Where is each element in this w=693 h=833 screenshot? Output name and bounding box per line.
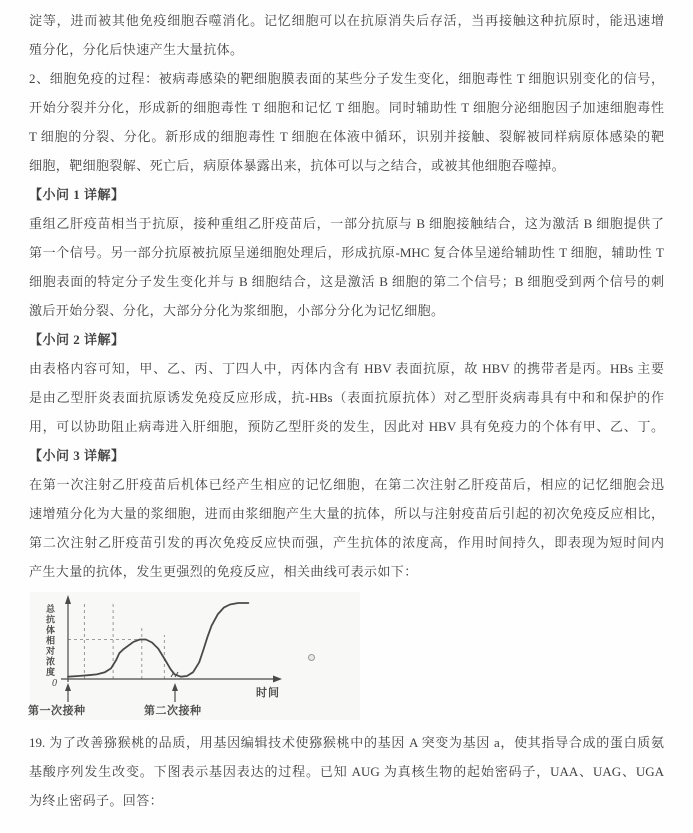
question-19-line: 为终止密码子。回答： [29,793,164,808]
text-line: 第一个信号。另一部分抗原被抗原呈递细胞处理后，形成抗原-MHC 复合体呈递给辅助性 T 细胞，辅助性 T [29,245,664,260]
text-line: 是由乙型肝炎表面抗原诱发免疫反应形成，抗-HBs（表面抗原抗体）对乙型肝炎病毒具有中和和保护的作 [29,390,664,405]
text-line: 开始分裂并分化，形成新的细胞毒性 T 细胞和记忆 T 细胞。同时辅助性 T 细胞分泌细胞因子加速细胞毒性 [29,100,664,115]
y-axis-arrow-icon [65,595,71,604]
figure-y-axis-label: 总抗体相对浓度 [45,604,55,678]
figure-x-axis-label: 时间 [256,687,280,699]
text-line: 由表格内容可知，甲、乙、丙、丁四人中，丙体内含有 HBV 表面抗原，故 HBV 的携带者是丙。HBs 主要 [29,361,664,376]
text-line: 激后开始分裂、分化，大部分分化为浆细胞，小部分分化为记忆细胞。 [29,303,445,318]
text-line: 淀等，进而被其他免疫细胞吞噬消化。记忆细胞可以在抗原消失后存活，当再接触这种抗原时，能迅速增 [29,13,664,28]
text-line: 速增殖分化为大量的浆细胞，进而由浆细胞产生大量的抗体，所以与注射疫苗后引起的初次免疫反应相比， [29,506,664,521]
first-injection-arrowhead-icon [65,683,71,691]
second-injection-label: 第二次接种 [144,705,202,717]
text-block-bottom [0,728,693,815]
antibody-curve [68,603,248,677]
text-line: 细胞，靶细胞裂解、死亡后，病原体暴露出来，抗体可以与之结合，或被其他细胞吞噬掉。 [29,158,566,173]
subquestion-3-heading: 【小问 3 详解】 [29,448,125,463]
x-axis-arrow-icon [273,676,282,683]
second-injection-arrowhead-icon [172,683,178,691]
text-line: 重组乙肝疫苗相当于抗原，接种重组乙肝疫苗后，一部分抗原与 B 细胞接触结合，这为激活 B 细胞提供了 [29,216,664,231]
text-line: 第二次注射乙肝疫苗引发的再次免疫反应快而强，产生抗体的浓度高，作用时间持久，即表现为短时间内 [29,535,664,550]
period-dot [308,654,315,661]
first-injection-label: 第一次接种 [28,705,86,717]
text-line: 在第一次注射乙肝疫苗后机体已经产生相应的记忆细胞，在第二次注射乙肝疫苗后，相应的记忆细胞会迅 [29,477,664,492]
question-19-line: 19. 为了改善猕猴桃的品质，用基因编辑技术使猕猴桃中的基因 A 突变为基因 a，使其指导合成的蛋白质氨 [29,735,664,750]
subquestion-2-heading: 【小问 2 详解】 [29,332,125,347]
text-line: 用，可以协助阻止病毒进入肝细胞，预防乙型肝炎的发生，因此对 HBV 具有免疫力的个体有甲、乙、丁。 [29,419,664,434]
figure-origin-label: 0 [52,678,57,689]
text-line: 细胞表面的特定分子发生变化并与 B 细胞结合，这是激活 B 细胞的第二个信号；B 细胞受到两个信号的刺 [29,274,664,289]
text-line: 2、细胞免疫的过程：被病毒感染的靶细胞膜表面的某些分子发生变化，细胞毒性 T 细胞识别变化的信号， [29,71,664,86]
text-line: 产生大量的抗体，发生更强烈的免疫反应，相关曲线可表示如下： [29,564,418,579]
text-line: 殖分化，分化后快速产生大量抗体。 [29,42,244,57]
subquestion-1-heading: 【小问 1 详解】 [29,187,125,202]
text-line: T 细胞的分裂、分化。新形成的细胞毒性 T 细胞在体液中循环，识别并接触、裂解被同样病原体感染的靶 [29,129,664,144]
question-19-line: 基酸序列发生改变。下图表示基因表达的过程。已知 AUG 为真核生物的起始密码子，UAA、UAG、UGA [29,764,664,779]
